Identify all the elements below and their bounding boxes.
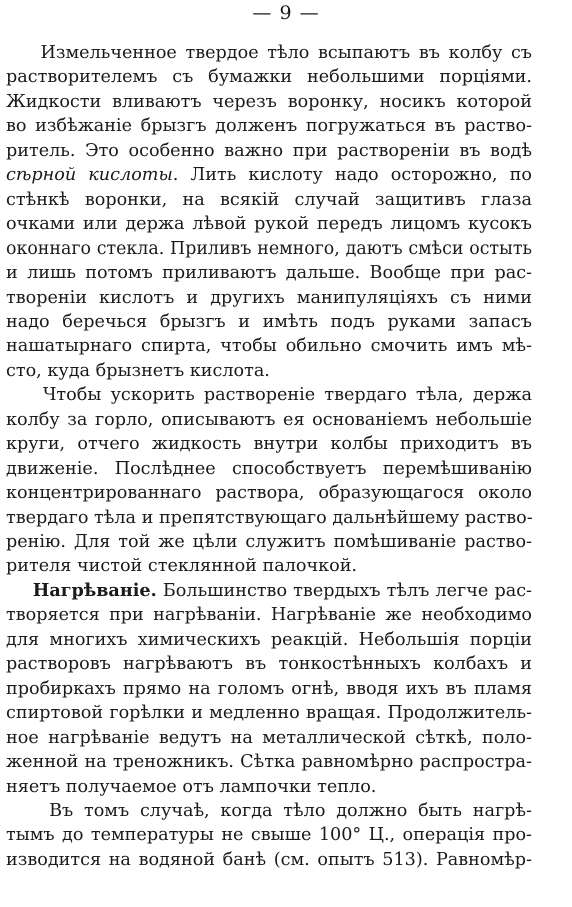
text-line [6, 407, 532, 433]
text-line [6, 749, 532, 775]
text-line [6, 211, 532, 237]
text-line [6, 480, 532, 506]
line-text: творяется при нагрѣваніи. Нагрѣваніе же необходимо [6, 605, 532, 626]
text-line [6, 651, 532, 677]
line-text: женной на треножникъ. Сѣтка равномѣрно распростра- [6, 752, 532, 773]
line-text: рителя чистой стеклянной палочкой. [6, 556, 358, 577]
text-line [6, 431, 532, 457]
section-heading: Нагрѣваніе. [6, 579, 157, 601]
line-text: ренію. Для той же цѣли служитъ помѣшиваніе раство- [6, 532, 532, 552]
text-line [6, 236, 532, 262]
text-line [6, 138, 532, 164]
text-line [6, 676, 532, 702]
text-line [6, 113, 532, 139]
text-line [6, 382, 532, 408]
text-line [6, 285, 532, 311]
text-line [6, 798, 532, 824]
line-text: и лишь потомъ приливаютъ дальше. Вообще при рас- [6, 263, 532, 284]
text-line [6, 162, 532, 188]
line-text: растворителемъ съ бумажки небольшими порціями. [6, 67, 532, 88]
line-text: ное нагрѣваніе ведутъ на металлической сѣткѣ, поло- [6, 727, 532, 748]
page-number: — 9 — [252, 2, 320, 24]
line-text: твореніи кислотъ и другихъ манипуляціяхъ съ ними [6, 287, 532, 308]
text-line [6, 774, 532, 800]
line-text: нашатырнаго спирта, чтобы обильно смочить имъ мѣ- [6, 336, 532, 357]
line-text: Въ томъ случаѣ, когда тѣло должно быть нагрѣ- [6, 800, 532, 821]
line-text: круги, отчего жидкость внутри колбы приходитъ въ [6, 434, 532, 455]
text-line [6, 505, 532, 531]
line-text: тымъ до температуры не свыше 100° Ц., операція про- [6, 825, 532, 846]
line-text: Чтобы ускорить раствореніе твердаго тѣла, держа [6, 385, 532, 406]
text-line [6, 358, 532, 384]
line-text: надо беречься брызгъ и имѣть подъ руками запасъ [6, 311, 532, 332]
line-text: няетъ получаемое отъ лампочки тепло. [6, 776, 377, 797]
line-text: Жидкости вливаютъ черезъ воронку, носикъ которой [6, 91, 532, 112]
text-line [6, 64, 532, 90]
text-line [6, 602, 532, 628]
line-text: изводится на водяной банѣ (см. опытъ 513). Равномѣр- [6, 849, 532, 870]
line-text: ритель. Это особенно важно при раствореніи въ водѣ [6, 140, 532, 161]
line-text: оконнаго стекла. Приливъ немного, даютъ смѣси остыть [6, 238, 532, 259]
line-text: твердаго тѣла и препятствующаго дальнѣйшему раство- [6, 507, 533, 528]
text-line [6, 40, 532, 66]
line-text: Измельченное твердое тѣло всыпаютъ въ колбу съ [6, 43, 532, 63]
text-line [6, 529, 532, 555]
text-line [6, 700, 532, 726]
line-text: концентрированнаго раствора, образующагося около [6, 483, 532, 504]
text-line [6, 822, 532, 848]
line-text: Лить кислоту надо осторожно, по [178, 165, 532, 186]
text-line [6, 725, 532, 751]
text-line [6, 260, 532, 286]
line-text: сто, куда брызнетъ кислота. [6, 360, 270, 381]
text-line [6, 89, 532, 115]
line-text: для многихъ химическихъ реакцій. Небольшія порціи [6, 629, 532, 650]
line-text: спиртовой горѣлки и медленно вращая. Продолжитель- [6, 703, 532, 724]
text-line [6, 187, 532, 213]
text-line [6, 309, 532, 335]
line-text: стѣнкѣ воронки, на всякій случай защитивъ глаза [6, 189, 532, 210]
line-text: растворовъ нагрѣваютъ въ тонкостѣнныхъ колбахъ и [6, 654, 532, 675]
line-text: пробиркахъ прямо на голомъ огнѣ, вводя ихъ въ пламя [6, 678, 532, 699]
text-line [6, 847, 532, 873]
text-line [6, 333, 532, 359]
italic-term: сѣрной кислоты. [6, 165, 179, 186]
line-text: Большинство твердыхъ тѣлъ легче рас- [156, 580, 533, 601]
line-text: очками или держа лѣвой рукой передъ лицомъ кусокъ [6, 214, 532, 235]
text-line [6, 627, 532, 653]
line-text: во избѣжаніе брызгъ долженъ погружаться въ раство- [6, 116, 532, 137]
text-line [6, 578, 532, 604]
line-text: движеніе. Послѣднее способствуетъ перемѣшиванію [6, 458, 532, 479]
line-text: колбу за горло, описываютъ ея основаніемъ небольшіе [6, 409, 532, 430]
text-line [6, 456, 532, 482]
text-line [6, 553, 532, 579]
